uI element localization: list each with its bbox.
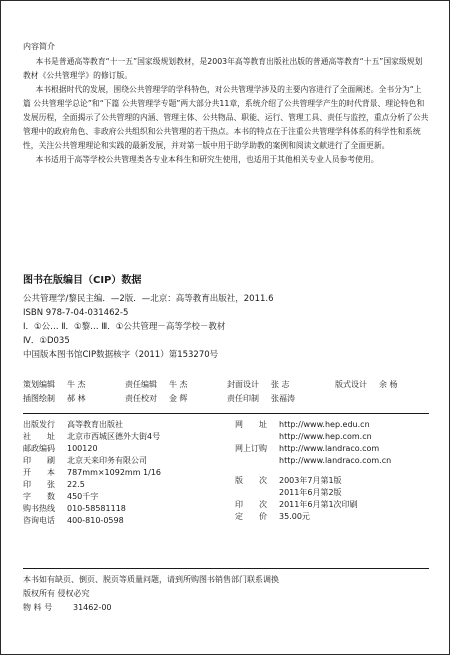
publication-row: 版 次 2003年7月第1版 [235,476,342,485]
publication-row: 开 本 787mm×1092mm 1/16 [23,468,162,477]
publication-row: 咨询电话 400-810-0598 [23,516,124,525]
publication-row: 邮政编码 100120 [23,444,98,453]
publication-row: http://www.landraco.com.cn [279,456,392,465]
publication-row: 2011年6月第2版 [279,488,342,497]
quality-notice: 本书如有缺页、倒页、脱页等质量问题，请到所购图书销售部门联系调换 [23,575,279,584]
publication-row: 印 张 22.5 [23,480,85,489]
cip-isbn: ISBN 978-7-04-031462-5 [23,308,129,318]
cip-title-line: 公共管理学/黎民主编．—2版．—北京：高等教育出版社，2011.6 [23,294,274,304]
publication-row: 定 价 35.00元 [235,512,310,521]
publication-row: 印 刷 北京天来印务有限公司 [23,456,147,465]
summary-paragraph: 本书适用于高等学校公共管理类各专业本科生和研究生使用，也适用于其他相关专业人员参考使用。 [35,155,379,164]
summary-paragraph: 本书根据时代的发展，围绕公共管理学的学科特色，对公共管理学涉及的主要内容进行了全面阐述。全书分为“上篇 公共管理学总论”和“下篇 公共管理学专题”两大部分共11章，系统介绍了公共管理学产生的时代背景、理论特色和发展历程，全面揭示了公共管理的内涵、管理主体、公共物品、职能、运行、管理工具、责任与监控，重点分析了公共管理中的政府角色、非政府公共组织和公共管理的若干热点。本书的特点在于注重公共管理学科体系的科学性和系统性，关注公共管理理论和实践的最新发展，并对第一版中用于助学助教的案例和阅读文献进行了全面更新。 [23,85,429,150]
credit-item: 封面设计 张 志 [227,380,290,389]
publication-row: 购书热线 010-58581118 [23,504,126,513]
credit-item: 策划编辑 牛 杰 [23,380,86,389]
publication-row: 社 址 北京市西城区德外大街4号 [23,432,161,441]
credit-item: 责任印制 张福涛 [227,394,295,403]
rights-notice: 版权所有 侵权必究 [23,589,90,598]
credit-item: 版式设计 余 杨 [335,380,398,389]
divider [23,568,429,569]
summary-paragraph: 本书是普通高等教育“十一五”国家级规划教材，是2003年高等教育出版社出版的普通高等教育“十五”国家级规划教材《公共管理学》的修订版。 [23,57,423,80]
cip-subject-line: Ⅰ．①公… Ⅱ．①黎… Ⅲ．①公共管理－高等学校－教材 [23,322,226,332]
credit-item: 责任校对 金 辉 [125,394,188,403]
credit-item: 插图绘制 郝 林 [23,394,86,403]
cip-classification: Ⅳ．①D035 [23,336,70,346]
item-number: 物 料 号 31462-00 [23,603,112,612]
publication-row: 出版发行 高等教育出版社 [23,420,123,429]
publication-row: 网 址 http://www.hep.edu.cn [235,420,370,429]
publication-row: 印 次 2011年6月第1次印刷 [235,500,358,509]
credit-item: 责任编辑 牛 杰 [125,380,188,389]
summary-body [23,55,429,167]
cip-heading: 图书在版编目（CIP）数据 [23,275,142,286]
cip-record-number: 中国版本图书馆CIP数据核字（2011）第153270号 [23,350,219,360]
publication-row: 网上订购 http://www.landraco.com [235,444,380,453]
publication-row: http://www.hep.com.cn [279,432,372,441]
publication-row: 字 数 450千字 [23,492,99,501]
summary-heading: 内容简介 [23,42,55,51]
divider [23,413,429,414]
